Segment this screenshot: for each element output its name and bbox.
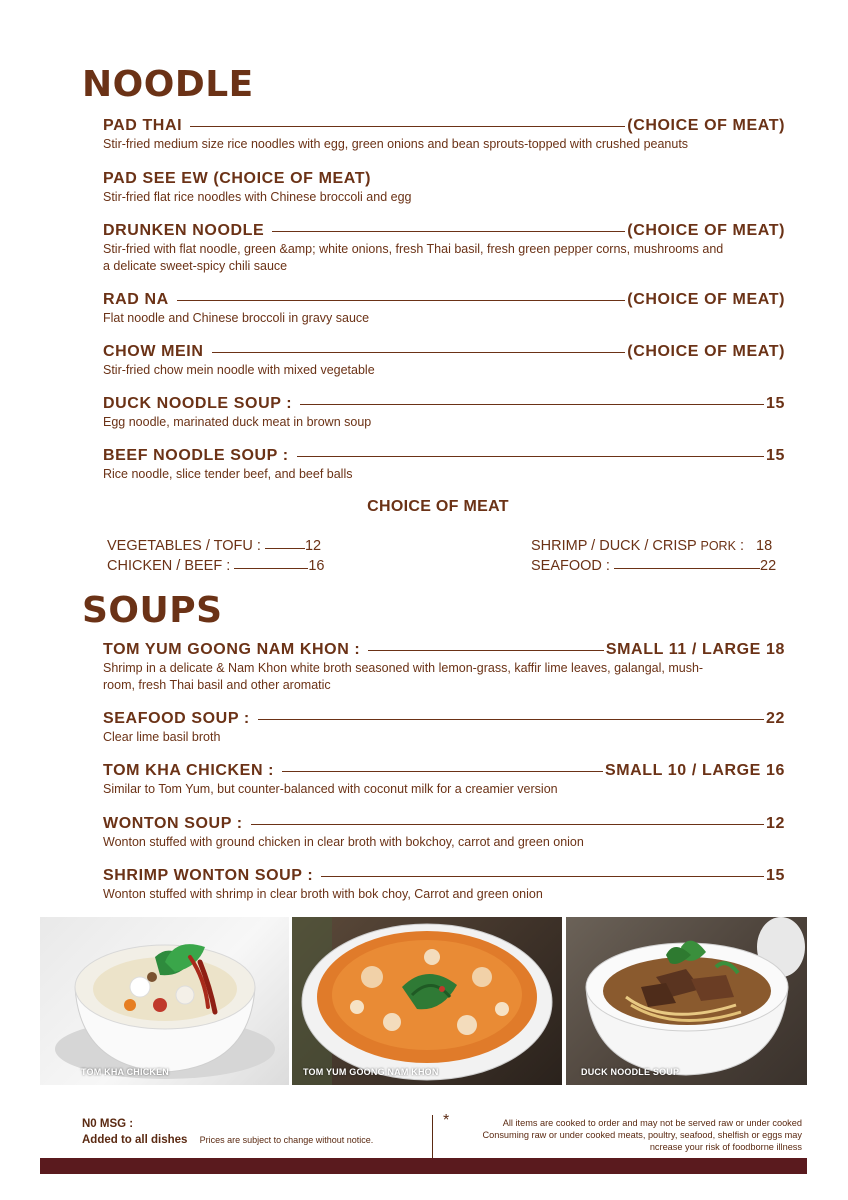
meat-price: 16 <box>308 558 325 574</box>
photo-caption: TOM YUM GOONG NAM KHON <box>303 1067 439 1077</box>
menu-item-beef-noodle-soup <box>103 447 785 483</box>
item-description: Shrimp in a delicate & Nam Khon white broth seasoned with lemon-grass, kaffir lime leaves, galangal, mush- <box>103 661 704 675</box>
meat-price-seafood <box>531 558 776 574</box>
soups-section-title: SOUPS <box>82 590 223 631</box>
item-price: 15 <box>766 447 785 464</box>
no-msg-subtext <box>82 1134 373 1146</box>
photo-tom-kha-chicken <box>40 917 289 1085</box>
menu-item-seafood-soup <box>103 710 785 746</box>
no-msg-label: N0 MSG : <box>82 1118 134 1130</box>
footer <box>82 1112 807 1161</box>
item-description: Stir-fried medium size rice noodles with egg, green onions and bean sprouts-topped with crushed peanuts <box>103 137 689 151</box>
meat-label: SHRIMP / DUCK / CRISP <box>531 538 697 554</box>
meat-label: CHICKEN / BEEF : <box>107 558 231 574</box>
item-name: SEAFOOD SOUP : <box>103 710 250 727</box>
item-name: CHOW MEIN <box>103 343 204 360</box>
meat-price-shrimp-duck-pork <box>531 538 772 554</box>
menu-item-tom-yum-goong <box>103 641 785 694</box>
menu-item-rad-na <box>103 291 785 327</box>
meat-price: 12 <box>304 538 322 554</box>
meat-label-small: PORK <box>700 539 736 553</box>
disclaimer-line-1: All items are cooked to order and may not be served raw or under cooked <box>502 1118 802 1128</box>
item-price: 15 <box>766 395 785 412</box>
food-safety-disclaimer <box>482 1117 802 1153</box>
menu-item-duck-noodle-soup <box>103 395 785 431</box>
menu-item-shrimp-wonton-soup <box>103 867 785 903</box>
item-description: Wonton stuffed with shrimp in clear broth with bok choy, Carrot and green onion <box>103 887 543 901</box>
item-name: PAD THAI <box>103 117 183 134</box>
item-name: WONTON SOUP : <box>103 815 243 832</box>
item-description: Clear lime basil broth <box>103 730 221 744</box>
menu-item-drunken-noodle <box>103 222 785 275</box>
photo-strip <box>40 917 807 1085</box>
menu-item-tom-kha-chicken <box>103 762 785 798</box>
item-price: 15 <box>766 867 785 884</box>
menu-item-pad-see-ew <box>103 170 785 206</box>
item-name: TOM YUM GOONG NAM KHON : <box>103 641 361 658</box>
item-name: RAD NA <box>103 291 169 308</box>
photo-duck-noodle-soup <box>566 917 807 1085</box>
item-description: Rice noodle, slice tender beef, and beef balls <box>103 467 353 481</box>
footer-divider <box>432 1115 433 1158</box>
item-description: Stir-fried chow mein noodle with mixed vegetable <box>103 363 375 377</box>
item-price: 12 <box>766 815 785 832</box>
item-description: Stir-fried flat rice noodles with Chinese broccoli and egg <box>103 190 412 204</box>
noodle-section-title: NOODLE <box>82 64 254 105</box>
item-name: DUCK NOODLE SOUP : <box>103 395 293 412</box>
meat-price-chicken-beef <box>107 558 324 574</box>
item-price: SMALL 11 / LARGE 18 <box>605 641 785 658</box>
photo-caption: DUCK NOODLE SOUP <box>581 1067 680 1077</box>
disclaimer-asterisk: * <box>443 1112 450 1129</box>
item-description: Egg noodle, marinated duck meat in brown soup <box>103 415 372 429</box>
item-name: PAD SEE EW (CHOICE OF MEAT) <box>103 170 372 187</box>
item-name: SHRIMP WONTON SOUP : <box>103 867 314 884</box>
item-description-cont: room, fresh Thai basil and other aromatic <box>103 678 331 692</box>
photo-caption: TOM KHA CHICKEN <box>81 1067 169 1077</box>
footer-bar <box>40 1158 807 1174</box>
tom-kha-bowl-image <box>40 917 289 1085</box>
item-price: SMALL 10 / LARGE 16 <box>604 762 785 779</box>
meat-label: VEGETABLES / TOFU : <box>107 538 261 554</box>
disclaimer-line-2: Consuming raw or under cooked meats, poultry, seafood, shelfish or eggs may <box>482 1130 802 1140</box>
menu-item-wonton-soup <box>103 815 785 851</box>
meat-label: SEAFOOD : <box>531 558 610 574</box>
item-description: Wonton stuffed with ground chicken in clear broth with bokchoy, carrot and green onion <box>103 835 584 849</box>
item-price: 22 <box>766 710 785 727</box>
meat-price: 22 <box>760 558 777 574</box>
disclaimer-line-3: ncrease your risk of foodborne illness <box>649 1142 802 1152</box>
choice-of-meat-title: CHOICE OF MEAT <box>367 498 509 515</box>
item-price: (CHOICE OF MEAT) <box>627 222 785 239</box>
meat-price-vegetables-tofu <box>107 538 321 554</box>
meat-price: 18 <box>756 538 773 554</box>
price-change-note: Prices are subject to change without notice. <box>199 1135 374 1145</box>
item-price: (CHOICE OF MEAT) <box>627 343 785 360</box>
item-description: Similar to Tom Yum, but counter-balanced with coconut milk for a creamier version <box>103 782 558 796</box>
menu-item-pad-thai <box>103 117 785 153</box>
item-description: Flat noodle and Chinese broccoli in gravy sauce <box>103 311 370 325</box>
item-name: BEEF NOODLE SOUP : <box>103 447 289 464</box>
duck-noodle-bowl-image <box>566 917 807 1085</box>
menu-item-chow-mein <box>103 343 785 379</box>
tom-yum-bowl-image <box>292 917 562 1085</box>
no-msg-sub: Added to all dishes <box>82 1134 188 1146</box>
item-description: Stir-fried with flat noodle, green &amp; white onions, fresh Thai basil, fresh green pepper corns, mushrooms and <box>103 242 724 256</box>
meat-separator: : <box>735 538 744 554</box>
item-price: (CHOICE OF MEAT) <box>627 291 785 308</box>
photo-tom-yum-goong <box>292 917 562 1085</box>
item-description-cont: a delicate sweet-spicy chili sauce <box>103 259 288 273</box>
item-name: DRUNKEN NOODLE <box>103 222 265 239</box>
item-price: (CHOICE OF MEAT) <box>627 117 785 134</box>
item-name: TOM KHA CHICKEN : <box>103 762 275 779</box>
